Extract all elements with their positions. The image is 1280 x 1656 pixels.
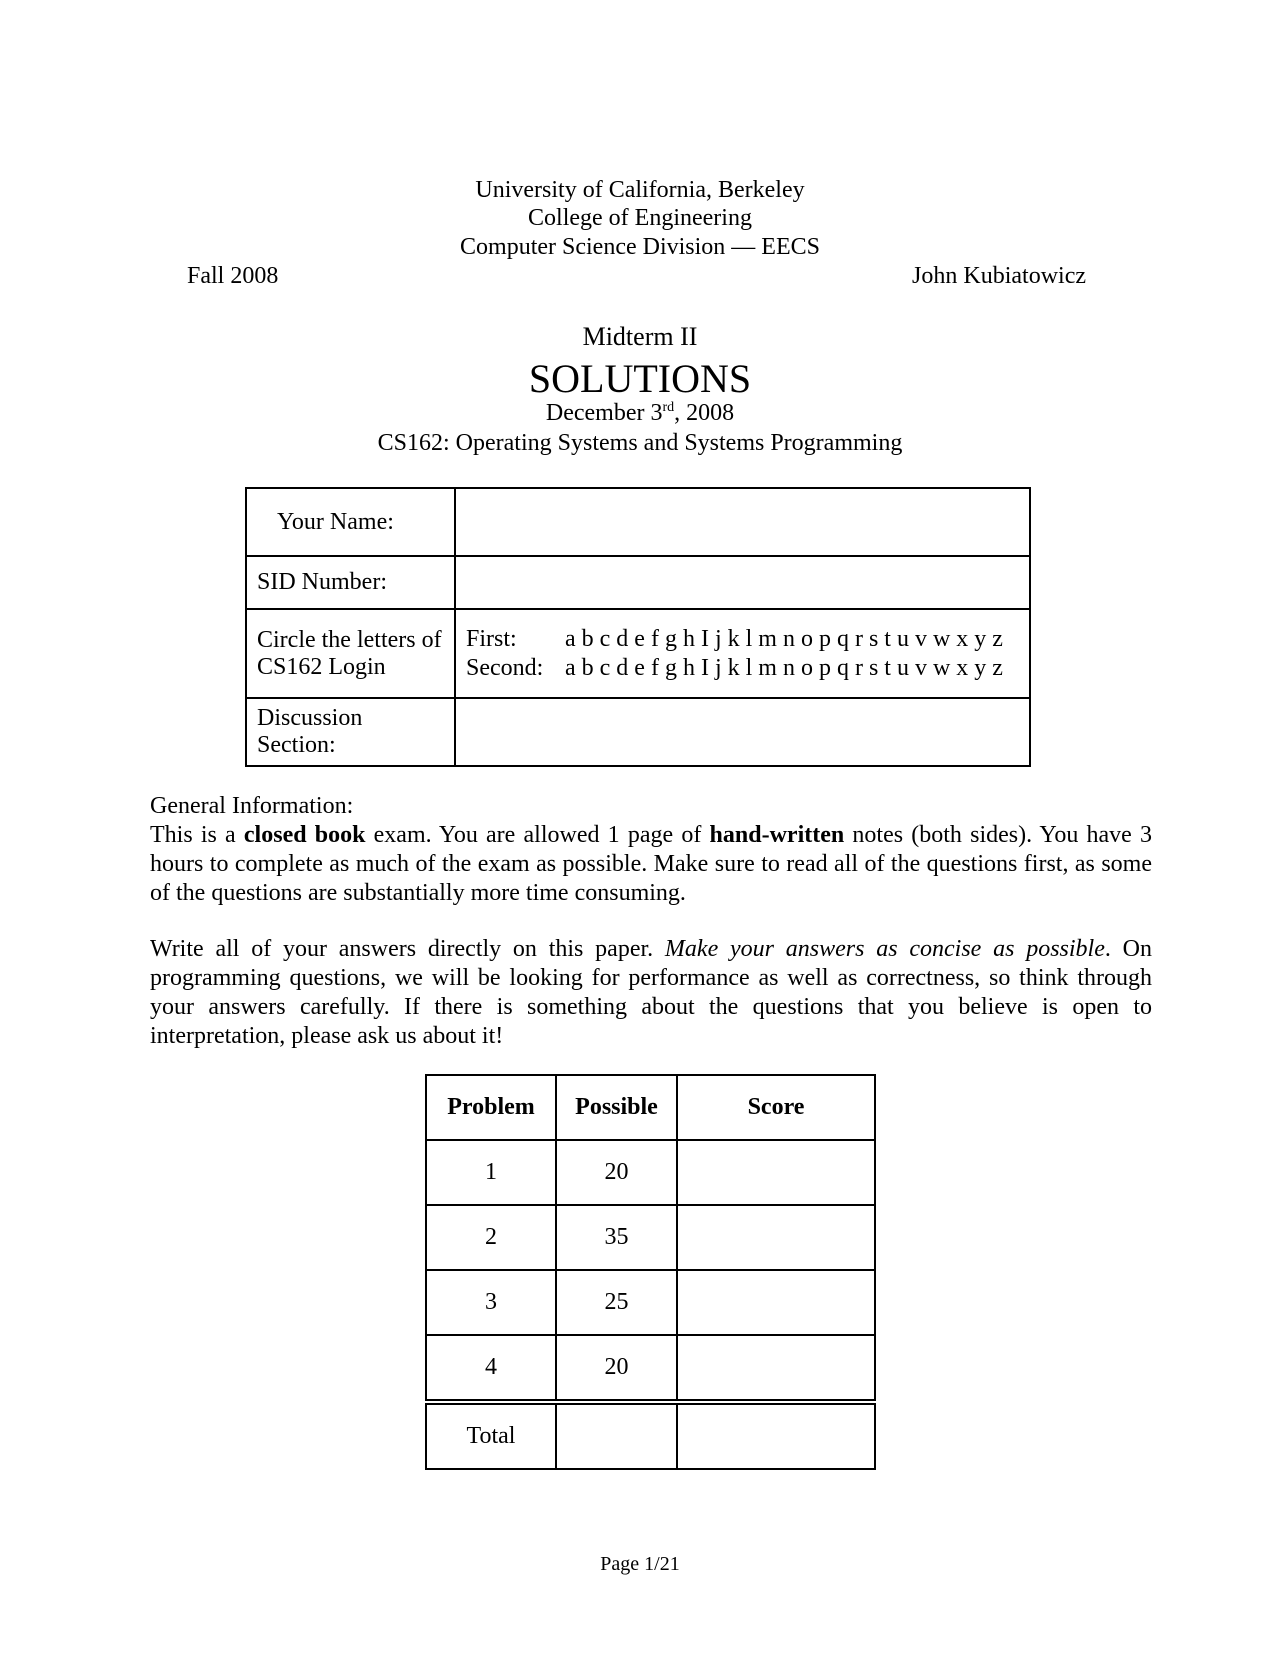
score-cell[interactable] (677, 1270, 875, 1335)
exam-date: December 3rd, 2008 (545, 400, 735, 426)
first-label: First: (466, 625, 517, 652)
name-label: Your Name: (246, 488, 455, 556)
header-score: Score (677, 1075, 875, 1140)
possible-points: 35 (556, 1205, 677, 1270)
possible-points: 25 (556, 1270, 677, 1335)
login-label: Circle the letters of CS162 Login (246, 609, 455, 698)
table-row (426, 1140, 875, 1205)
course-title: CS162: Operating Systems and Systems Programming (377, 430, 903, 456)
score-table-header (426, 1075, 875, 1140)
instructor: John Kubiatowicz (912, 263, 1086, 289)
header-possible: Possible (556, 1075, 677, 1140)
table-row (426, 1335, 875, 1402)
table-row (426, 1205, 875, 1270)
total-row (426, 1402, 875, 1469)
login-letters-cell[interactable] (455, 609, 1030, 698)
general-info-paragraph-1: This is a closed book exam. You are allowed 1 page of hand-written notes (both sides). You have 3 hours to complete as much of the exam as possible. Make sure to read all of the questions first, as some of the questions are substantially more time consuming. (150, 822, 1153, 906)
possible-points: 20 (556, 1335, 677, 1402)
general-information (150, 792, 1152, 1051)
problem-number: 2 (426, 1205, 556, 1270)
score-cell[interactable] (677, 1205, 875, 1270)
score-cell[interactable] (677, 1140, 875, 1205)
problem-number: 4 (426, 1335, 556, 1402)
term: Fall 2008 (187, 263, 279, 289)
possible-points: 20 (556, 1140, 677, 1205)
sid-label: SID Number: (246, 556, 455, 609)
score-table (425, 1074, 876, 1470)
second-label: Second: (466, 654, 544, 681)
problem-number: 1 (426, 1140, 556, 1205)
page-number: Page 1/21 (600, 1553, 680, 1575)
problem-number: 3 (426, 1270, 556, 1335)
section-field[interactable] (455, 698, 1030, 766)
exam-title: Midterm II (582, 322, 698, 351)
student-info-table (245, 487, 1031, 767)
total-possible[interactable] (556, 1402, 677, 1469)
college-name: College of Engineering (528, 205, 752, 231)
first-letter-row[interactable] (466, 625, 1019, 654)
header-problem: Problem (426, 1075, 556, 1140)
general-info-paragraph-2: Write all of your answers directly on this paper. Make your answers as concise as possible. On programming questions, we will be looking for performance as well as correctness, so think through your answers carefully. If there is something about the questions that you believe is open to interpretation, please ask us about it! (150, 936, 1153, 1049)
score-cell[interactable] (677, 1335, 875, 1402)
solutions-title: SOLUTIONS (528, 356, 752, 401)
total-score[interactable] (677, 1402, 875, 1469)
sid-field[interactable] (455, 556, 1030, 609)
section-label: Discussion Section: (246, 698, 455, 766)
second-letter-row[interactable] (466, 654, 1019, 683)
university-name: University of California, Berkeley (475, 177, 805, 203)
name-field[interactable] (455, 488, 1030, 556)
table-row (426, 1270, 875, 1335)
second-letters[interactable]: a b c d e f g h I j k l m n o p q r s t u v w x y z (565, 654, 1003, 681)
division-name: Computer Science Division — EECS (460, 234, 820, 260)
total-label: Total (426, 1402, 556, 1469)
general-info-heading: General Information: (150, 793, 354, 819)
first-letters[interactable]: a b c d e f g h I j k l m n o p q r s t u v w x y z (565, 625, 1003, 652)
